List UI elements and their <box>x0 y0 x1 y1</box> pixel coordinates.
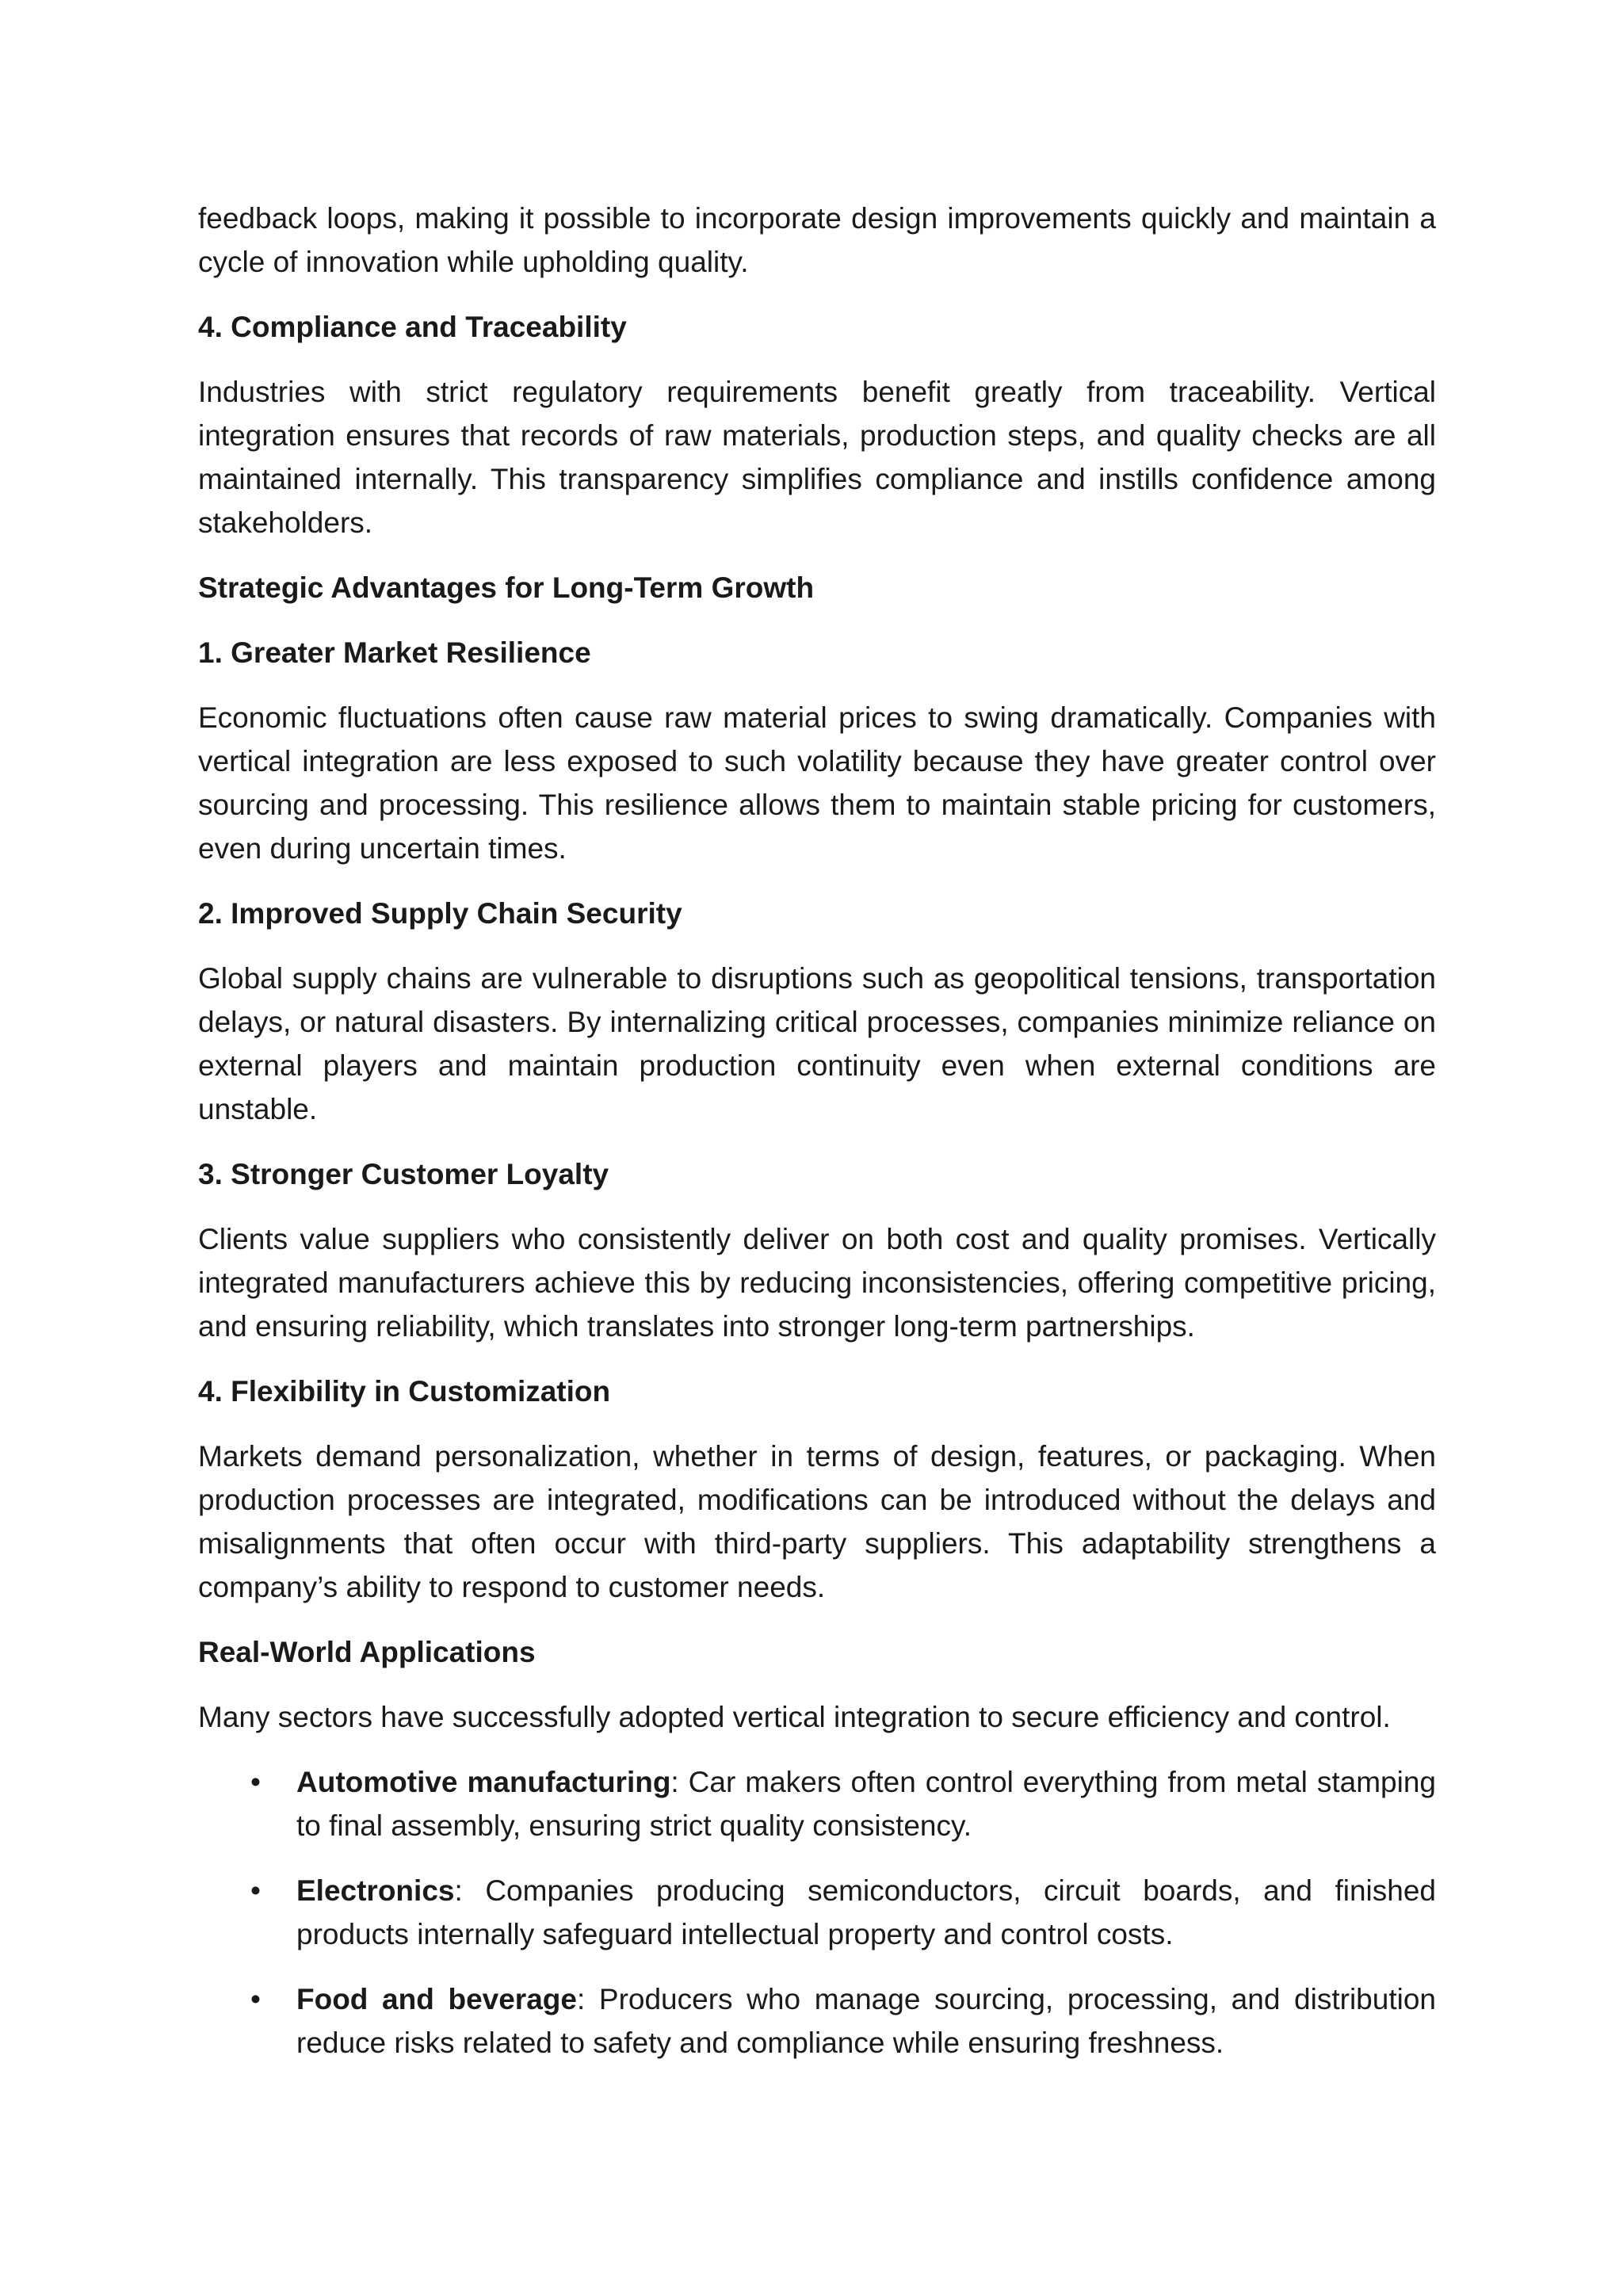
paragraph: Global supply chains are vulnerable to disruptions such as geopolitical tensions, transportation delays, or natural disasters. By internalizing critical processes, companies minimize reliance on external players and maintain production continuity even when external conditions are unstable. <box>198 962 1436 1125</box>
section-heading: 4. Compliance and Traceability <box>198 311 627 343</box>
list-item-term: Food and beverage <box>296 1983 577 2015</box>
list-item <box>198 1760 1436 1847</box>
list-item <box>198 1869 1436 1956</box>
section-heading: 3. Stronger Customer Loyalty <box>198 1158 609 1190</box>
bullet-marker: • <box>250 1874 261 1907</box>
paragraph: Economic fluctuations often cause raw material prices to swing dramatically. Companies with vertical integration are less exposed to such volatility because they have greater control over sourcing and processing. This resilience allows them to maintain stable pricing for customers, even during uncertain times. <box>198 701 1436 865</box>
paragraph: Many sectors have successfully adopted vertical integration to secure efficiency and control. <box>198 1701 1391 1733</box>
bullet-marker: • <box>250 1983 261 2015</box>
section-heading: Real-World Applications <box>198 1636 536 1668</box>
section-heading: 4. Flexibility in Customization <box>198 1375 611 1408</box>
list-item-term: Electronics <box>296 1874 455 1907</box>
paragraph: Clients value suppliers who consistently deliver on both cost and quality promises. Vertically integrated manufacturers achieve this by reducing inconsistencies, offering competitive pricing, and ensuring reliability, which translates into stronger long-term partnerships. <box>198 1223 1436 1343</box>
paragraph: feedback loops, making it possible to incorporate design improvements quickly and maintain a cycle of innovation while upholding quality. <box>198 202 1436 278</box>
section-heading: Strategic Advantages for Long-Term Growth <box>198 571 815 604</box>
list-item <box>198 1977 1436 2065</box>
paragraph: Markets demand personalization, whether in terms of design, features, or packaging. When production processes are integrated, modifications can be introduced without the delays and misalignments that often occur with third-party suppliers. This adaptability strengthens a company’s ability to respond to customer needs. <box>198 1440 1436 1603</box>
bullet-marker: • <box>250 1766 261 1798</box>
list-item-text: : Car makers often control everything from metal stamping to final assembly, ensuring strict quality consistency. <box>296 1766 1436 1842</box>
paragraph: Industries with strict regulatory requirements benefit greatly from traceability. Vertical integration ensures that records of raw materials, production steps, and quality checks are all maintained internally. This transparency simplifies compliance and instills confidence among stakeholders. <box>198 376 1436 539</box>
list-item-text: : Companies producing semiconductors, circuit boards, and finished products internally safeguard intellectual property and control costs. <box>296 1874 1436 1950</box>
document-page <box>198 197 1436 2086</box>
section-heading: 1. Greater Market Resilience <box>198 636 591 669</box>
section-heading: 2. Improved Supply Chain Security <box>198 897 682 930</box>
list-item-term: Automotive manufacturing <box>296 1766 671 1798</box>
list-item-text: : Producers who manage sourcing, processing, and distribution reduce risks related to safety and compliance while ensuring freshness. <box>296 1983 1436 2059</box>
bullet-list <box>198 1760 1436 2065</box>
